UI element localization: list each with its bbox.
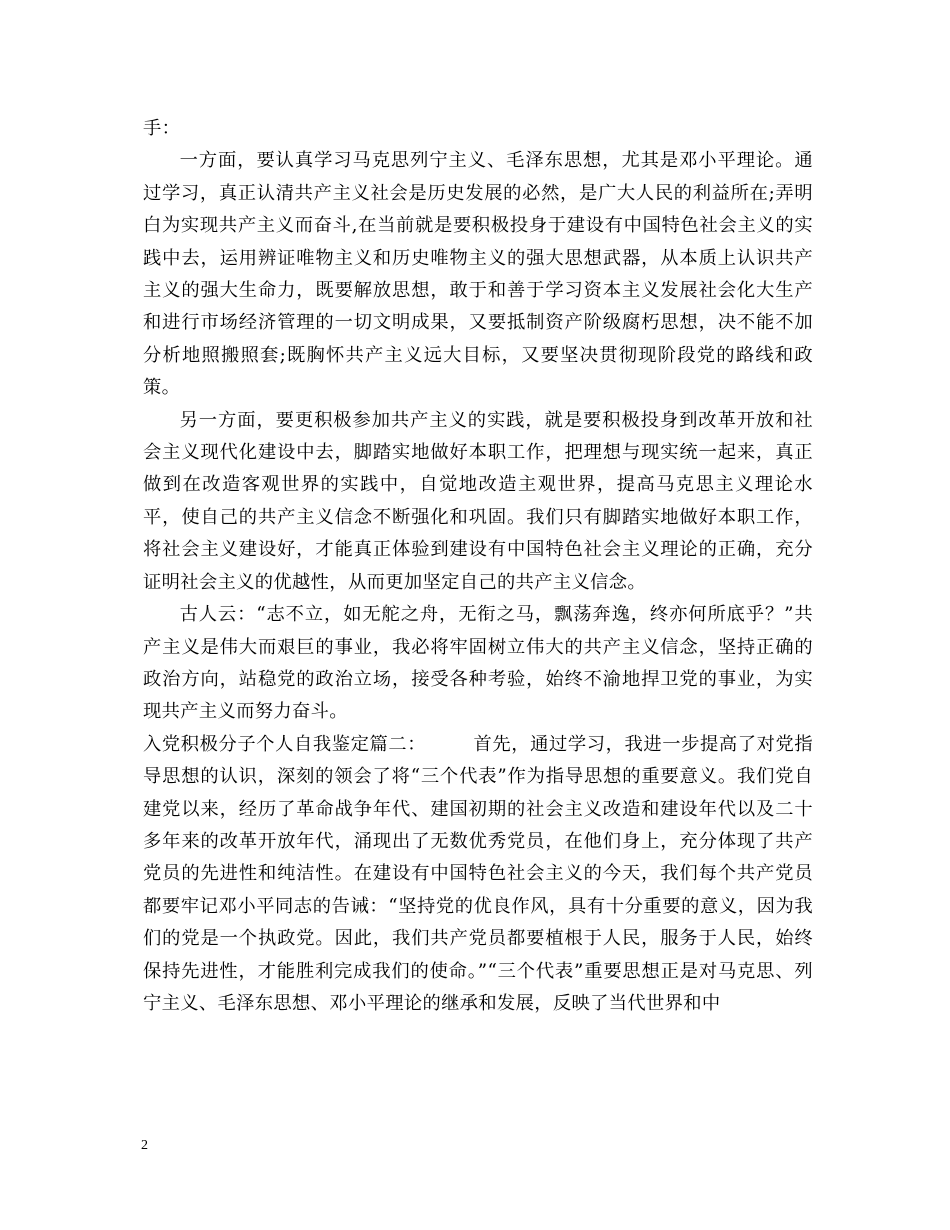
- paragraph: 手：: [143, 118, 181, 139]
- body-text: [143, 113, 813, 1020]
- page-number: 2: [141, 1138, 148, 1153]
- paragraph: 古人云：“志不立，如无舵之舟，无衔之马，飘荡奔逸，终亦何所底乎？”共产主义是伟大而艰巨的事业，我必将牢固树立伟大的共产主义信念，坚持正确的政治方向，站稳党的政治立场，接受各种考验，始终不渝地捍卫党的事业，为实现共产主义而努力奋斗。: [143, 604, 813, 723]
- paragraph: 一方面，要认真学习马克思列宁主义、毛泽东思想，尤其是邓小平理论。通过学习，真正认清共产主义社会是历史发展的必然，是广大人民的利益所在;弄明白为实现共产主义而奋斗,在当前就是要积极投身于建设有中国特色社会主义的实践中去，运用辨证唯物主义和历史唯物主义的强大思想武器，从本质上认识共产主义的强大生命力，既要解放思想，敢于和善于学习资本主义发展社会化大生产和进行市场经济管理的一切文明成果，又要抵制资产阶级腐朽思想，决不能不加分析地照搬照套;既胸怀共产主义远大目标，又要坚决贯彻现阶段党的路线和政策。: [143, 150, 813, 399]
- paragraph: 另一方面，要更积极参加共产主义的实践，就是要积极投身到改革开放和社会主义现代化建设中去，脚踏实地做好本职工作，把理想与现实统一起来，真正做到在改造客观世界的实践中，自觉地改造主观世界，提高马克思主义理论水平，使自己的共产主义信念不断强化和巩固。我们只有脚踏实地做好本职工作，将社会主义建设好，才能真正体验到建设有中国特色社会主义理论的正确，充分证明社会主义的优越性，从而更加坚定自己的共产主义信念。: [143, 409, 813, 593]
- paragraph: 入党积极分子个人自我鉴定篇二： 首先，通过学习，我进一步提高了对党指导思想的认识，深刻的领会了将“三个代表”作为指导思想的重要意义。我们党自建党以来，经历了革命战争年代、建国初期的社会主义改造和建设年代以及二十多年来的改革开放年代，涌现出了无数优秀党员，在他们身上，充分体现了共产党员的先进性和纯洁性。在建设有中国特色社会主义的今天，我们每个共产党员都要牢记邓小平同志的告诫：“坚持党的优良作风，具有十分重要的意义，因为我们的党是一个执政党。因此，我们共产党员都要植根于人民，服务于人民，始终保持先进性，才能胜利完成我们的使命。”“三个代表”重要思想正是对马克思、列宁主义、毛泽东思想、邓小平理论的继承和发展，反映了当代世界和中: [143, 733, 813, 1014]
